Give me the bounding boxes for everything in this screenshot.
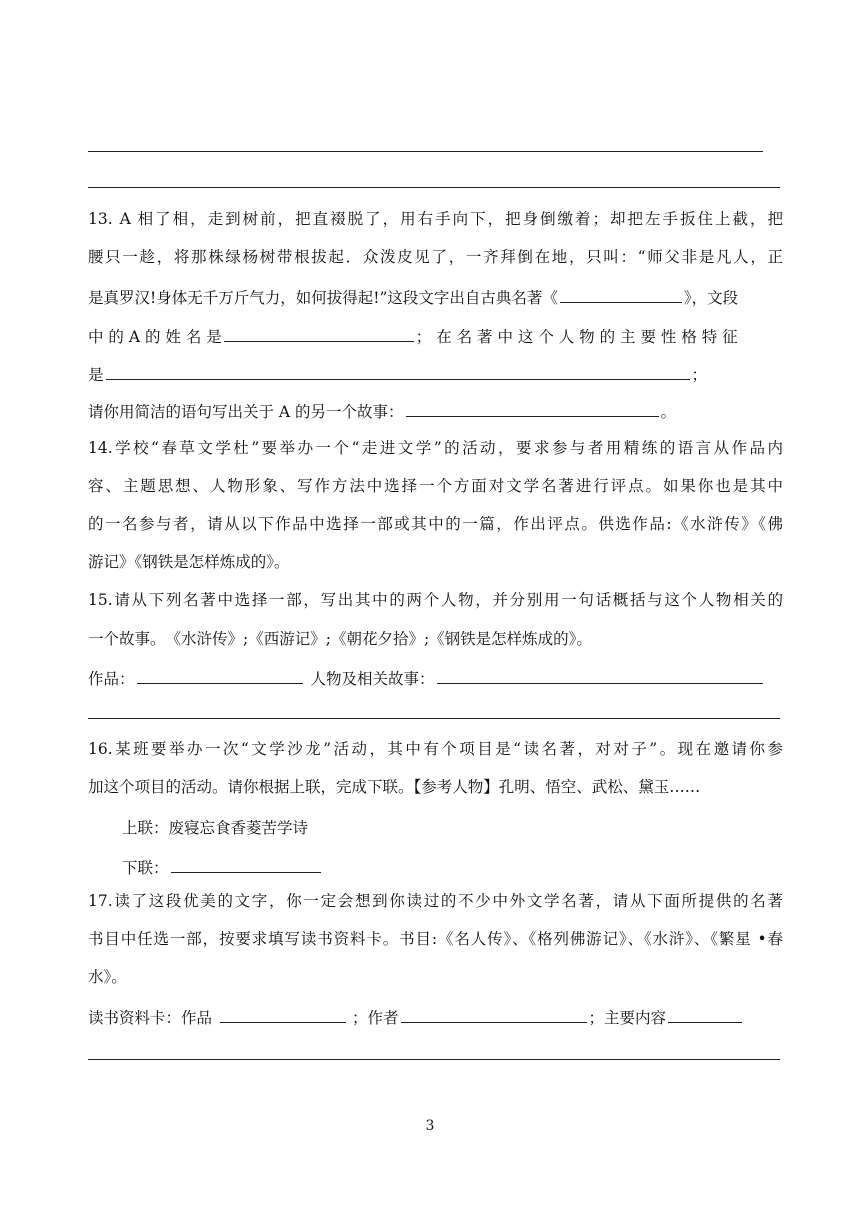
q13-line-2: 腰只一趁，将那株绿杨树带根拔起．众泼皮见了，一齐拜倒在地，只叫：“师父非是凡人，正 [88,248,783,266]
q17-line-4 [88,1006,783,1028]
answer-line [88,1059,780,1060]
q13-line-5 [88,363,783,385]
q15-text: 作品： [88,670,135,688]
work-title-blank[interactable] [220,1006,346,1023]
q17-text: 读书资料卡：作品 [88,1009,213,1027]
q13-line-6 [88,400,783,422]
q13-text: 请你用简洁的语句写出关于 A 的另一个故事： [88,403,404,421]
q17-line-1: 17.读了这段优美的文字，你一定会想到你读过的不少中外文学名著，请从下面所提供的名著 [88,892,783,910]
author-blank[interactable] [401,1006,587,1023]
q16-line-2: 加这个项目的活动。请你根据上联，完成下联。【参考人物】孔明、悟空、武松、黛玉…… [88,778,701,796]
q13-text: 是 [88,366,104,384]
q14-line-3: 的一名参与者，请从以下作品中选择一部或其中的一篇，作出评点。供选作品:《水浒传》《佛 [88,515,783,533]
name-blank[interactable] [224,325,414,342]
answer-line [88,718,780,719]
q13-text: 中 的 A 的 姓 名 是 [88,328,222,346]
q14-line-4: 游记》《钢铁是怎样炼成的》。 [88,553,290,571]
couplet-blank[interactable] [171,856,321,873]
upper-couplet: 上联：废寝忘食香菱苦学诗 [122,819,309,837]
q13-line-4 [88,325,783,347]
q17-line-2: 书目中任选一部，按要求填写读书资料卡。书目:《名人传》、《格列佛游记》、《水浒》、《繁星 •春 [88,930,783,948]
q13-text: 是真罗汉!身体无千万斤气力，如何拔得起!”这段文字出自古典名著《 [88,289,558,307]
q14-line-2: 容、主题思想、人物形象、写作方法中选择一个方面对文学名著进行评点。如果你也是其中 [88,477,783,495]
q17-line-3: 水》。 [88,968,127,986]
q14-line-1: 14.学校“春草文学杜”要举办一个“走进文学”的活动，要求参与者用精练的语言从作品内 [88,439,783,457]
q16-line-1: 16.某班要举办一次“文学沙龙”活动，其中有个项目是“读名著，对对子”。现在邀请你参 [88,740,783,758]
q13-text: ； [691,366,708,384]
work-blank[interactable] [137,667,303,684]
q13-text: ； 在 名 著 中 这 个 人 物 的 主 要 性 格 特 征 [415,328,738,346]
q17-text: ；作者 [352,1009,399,1027]
content-blank[interactable] [668,1006,742,1023]
answer-line [88,151,763,152]
q13-text: 》，文段 [683,289,739,307]
q15-text: 人物及相关故事： [310,670,435,688]
q13-text: 。 [660,403,677,421]
q13-line-1: 13. A 相了相，走到树前，把直裰脱了，用右手向下，把身倒缴着；却把左手扳住上截，把 [88,210,783,228]
lower-couplet [122,856,323,878]
q15-line-3 [88,667,783,689]
story-blank[interactable] [406,400,659,417]
answer-line [88,187,780,188]
book-title-blank[interactable] [560,286,682,303]
q17-text: ；主要内容 [588,1009,667,1027]
q15-line-2: 一个故事。 《水浒传》;《西游记》;《朝花夕拾》;《钢铁是怎样炼成的》。 [88,630,592,648]
character-story-blank[interactable] [437,667,763,684]
q13-line-3 [88,286,783,308]
q16-text: 下联： [122,859,169,877]
page-number: 3 [425,1118,435,1134]
q15-line-1: 15.请从下列名著中选择一部，写出其中的两个人物，并分别用一句话概括与这个人物相关的 [88,591,783,609]
character-trait-blank[interactable] [106,363,690,380]
